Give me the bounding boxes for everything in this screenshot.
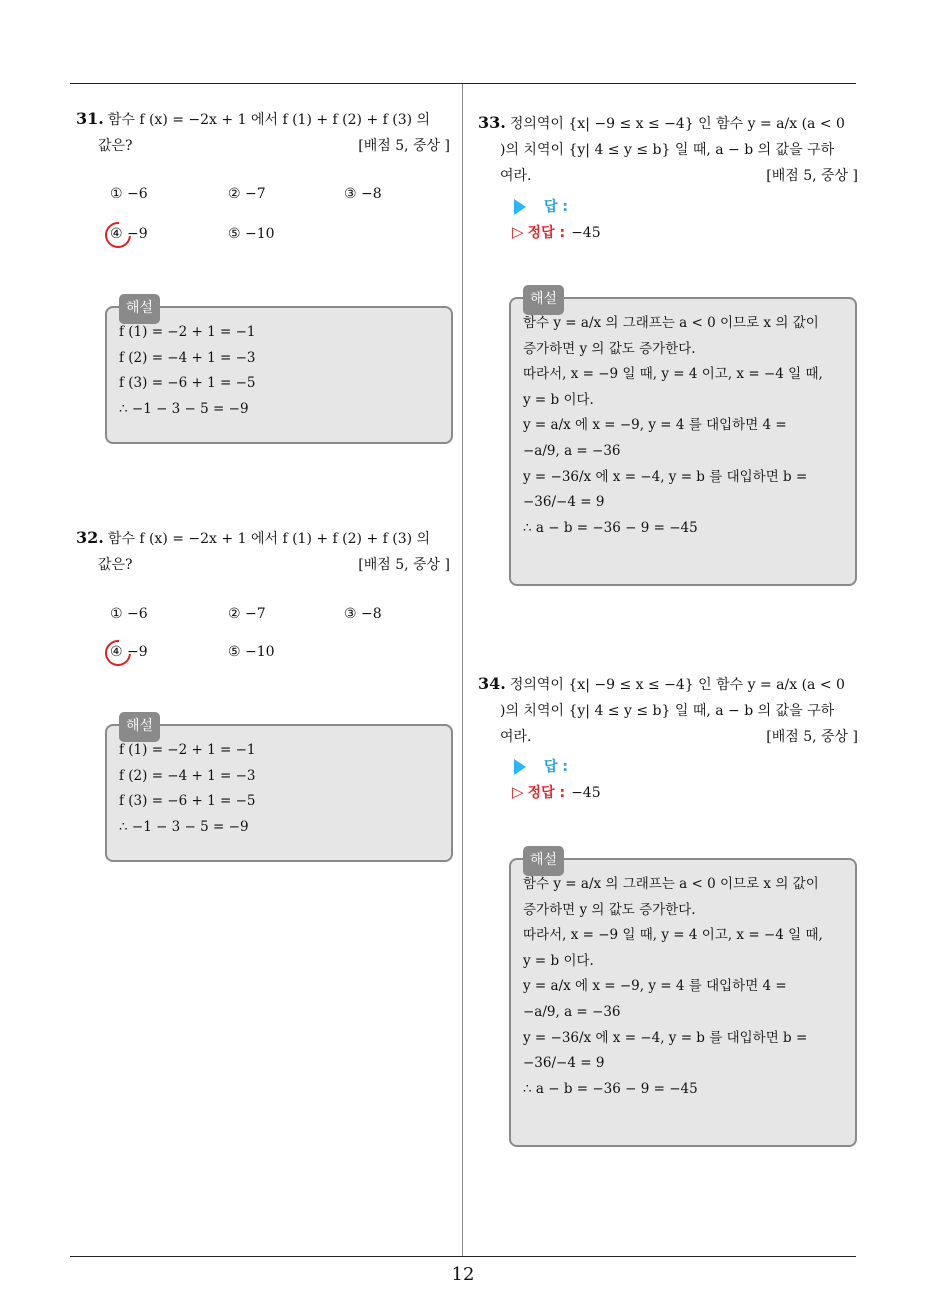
answer-label: 답 : — [544, 199, 568, 215]
choice-4-marker: ④ — [110, 226, 123, 242]
question-32 — [76, 525, 456, 578]
choice-2[interactable]: ② −7 — [228, 186, 266, 202]
question-text-line2: )의 치역이 {y| 4 ≤ y ≤ b} 일 때, a − b 의 값을 구하 — [500, 703, 835, 719]
choice-4-selected[interactable] — [110, 644, 148, 660]
play-triangle-icon — [514, 759, 526, 775]
question-text-line1: 함수 f (x) = −2x + 1 에서 f (1) + f (2) + f (3) 의 — [107, 531, 431, 547]
explanation-line: 따라서, x = −9 일 때, y = 4 이고, x = −4 일 때, — [523, 366, 823, 383]
choice-4-selected[interactable] — [110, 226, 148, 242]
question-number: 34. — [478, 674, 506, 693]
explanation-line: y = −36/x 에 x = −4, y = b 를 대입하면 b = — [523, 1029, 808, 1046]
answer-label: 답 : — [544, 759, 568, 775]
selected-circle-mark — [100, 217, 137, 254]
explanation-line: ∴ a − b = −36 − 9 = −45 — [523, 519, 698, 536]
explanation-line: 함수 y = a/x 의 그래프는 a < 0 이므로 x 의 값이 — [523, 876, 819, 892]
correct-answer-label: 정답 : — [527, 225, 566, 241]
question-text-line1: 정의역이 {x| −9 ≤ x ≤ −4} 인 함수 y = a/x (a < 0 — [509, 677, 845, 693]
question-text-line3: 여라. — [500, 168, 532, 184]
explanation-line: −a/9, a = −36 — [523, 442, 621, 459]
explanation-box-31 — [105, 300, 453, 444]
choice-1[interactable]: ① −6 — [110, 186, 148, 202]
points-label: [배점 5, 중상 ] — [766, 729, 858, 745]
choice-1[interactable]: ① −6 — [110, 606, 148, 622]
correct-answer-value: −45 — [571, 225, 601, 241]
choices-32 — [110, 606, 450, 666]
correct-answer-value: −45 — [571, 785, 601, 801]
choice-4-value: −9 — [127, 226, 148, 242]
correct-answer-label: 정답 : — [527, 785, 566, 801]
choices-31 — [110, 186, 450, 246]
explanation-line: 따라서, x = −9 일 때, y = 4 이고, x = −4 일 때, — [523, 927, 823, 944]
points-label: [배점 5, 중상 ] — [358, 557, 450, 573]
explanation-line: y = b 이다. — [523, 391, 594, 408]
question-number: 32. — [76, 528, 104, 547]
explanation-tag: 해설 — [523, 846, 564, 876]
explanation-box-32 — [105, 718, 453, 862]
explanation-line: y = a/x 에 x = −9, y = 4 를 대입하면 4 = — [523, 417, 787, 434]
correct-answer-row-33 — [512, 222, 601, 242]
explanation-line: f (3) = −6 + 1 = −5 — [119, 793, 256, 810]
selected-circle-mark — [100, 635, 137, 672]
question-text-line2: )의 치역이 {y| 4 ≤ y ≤ b} 일 때, a − b 의 값을 구하 — [500, 142, 835, 158]
explanation-line: f (2) = −4 + 1 = −3 — [119, 767, 256, 784]
explanation-line: y = a/x 에 x = −9, y = 4 를 대입하면 4 = — [523, 978, 787, 995]
bottom-rule — [70, 1256, 856, 1257]
question-33 — [478, 110, 862, 189]
explanation-line: ∴ a − b = −36 − 9 = −45 — [523, 1080, 698, 1097]
question-text-line2: 값은? — [98, 138, 133, 154]
explanation-line: 함수 y = a/x 의 그래프는 a < 0 이므로 x 의 값이 — [523, 315, 819, 331]
question-text-line1: 함수 f (x) = −2x + 1 에서 f (1) + f (2) + f (3) 의 — [107, 112, 431, 128]
question-text-line3: 여라. — [500, 729, 532, 745]
answer-row-33 — [514, 196, 568, 216]
column-divider — [462, 84, 463, 1256]
answer-row-34 — [514, 756, 568, 776]
choice-2[interactable]: ② −7 — [228, 606, 266, 622]
page-number: 12 — [451, 1264, 475, 1285]
points-label: [배점 5, 중상 ] — [766, 168, 858, 184]
explanation-tag: 해설 — [523, 285, 564, 315]
points-label: [배점 5, 중상 ] — [358, 138, 450, 154]
question-text-line1: 정의역이 {x| −9 ≤ x ≤ −4} 인 함수 y = a/x (a < 0 — [509, 116, 845, 132]
question-number: 33. — [478, 113, 506, 132]
explanation-tag: 해설 — [119, 294, 160, 324]
explanation-line: 증가하면 y 의 값도 증가한다. — [523, 901, 696, 918]
explanation-box-34 — [509, 852, 857, 1147]
question-34 — [478, 671, 862, 750]
explanation-line: f (1) = −2 + 1 = −1 — [119, 324, 256, 340]
choice-4-marker: ④ — [110, 644, 123, 660]
choice-5[interactable]: ⑤ −10 — [228, 226, 275, 242]
explanation-line: −a/9, a = −36 — [523, 1003, 621, 1020]
question-number: 31. — [76, 109, 104, 128]
explanation-tag: 해설 — [119, 712, 160, 742]
choice-5[interactable]: ⑤ −10 — [228, 644, 275, 660]
explanation-line: −36/−4 = 9 — [523, 494, 605, 511]
play-triangle-icon — [514, 199, 526, 215]
choice-4-value: −9 — [127, 644, 148, 660]
outline-triangle-icon: ▷ — [512, 223, 524, 241]
question-text-line2: 값은? — [98, 557, 133, 573]
explanation-line: f (3) = −6 + 1 = −5 — [119, 375, 256, 392]
choice-3[interactable]: ③ −8 — [344, 186, 382, 202]
correct-answer-row-34 — [512, 782, 601, 802]
explanation-line: 증가하면 y 의 값도 증가한다. — [523, 340, 696, 357]
explanation-line: −36/−4 = 9 — [523, 1055, 605, 1072]
outline-triangle-icon: ▷ — [512, 783, 524, 801]
explanation-line: y = −36/x 에 x = −4, y = b 를 대입하면 b = — [523, 468, 808, 485]
explanation-line: f (2) = −4 + 1 = −3 — [119, 349, 256, 366]
top-rule — [70, 83, 856, 84]
explanation-line: ∴ −1 − 3 − 5 = −9 — [119, 400, 249, 417]
explanation-line: y = b 이다. — [523, 952, 594, 969]
explanation-line: f (1) = −2 + 1 = −1 — [119, 742, 256, 758]
question-31 — [76, 106, 456, 159]
explanation-line: ∴ −1 − 3 − 5 = −9 — [119, 818, 249, 835]
explanation-box-33 — [509, 291, 857, 586]
choice-3[interactable]: ③ −8 — [344, 606, 382, 622]
